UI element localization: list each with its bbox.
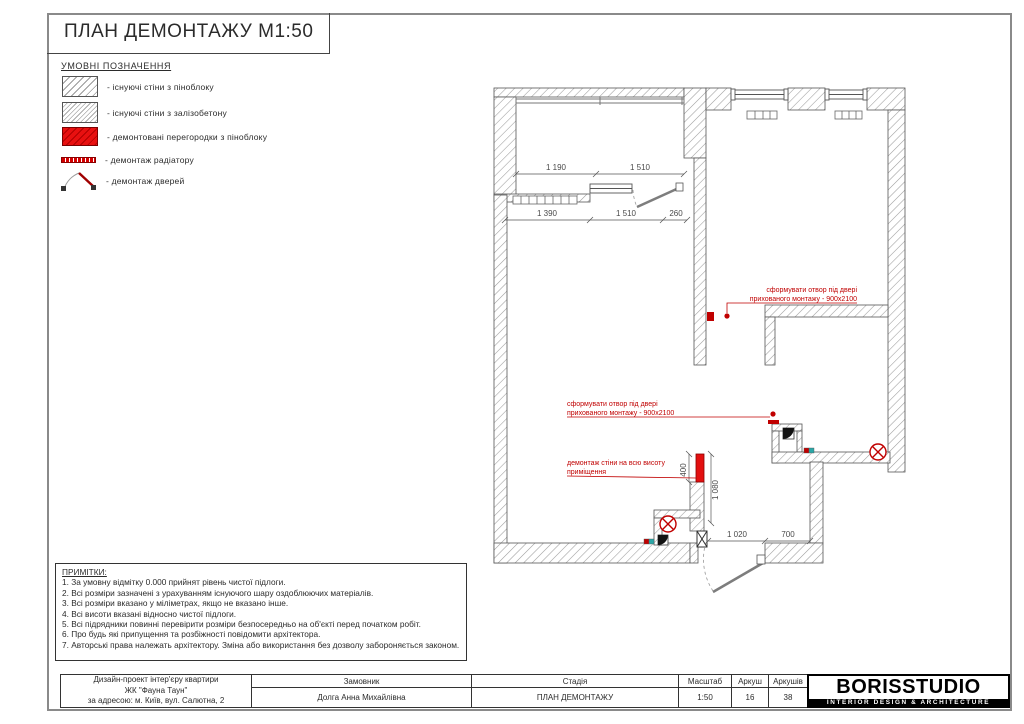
door-jamb-symbol	[697, 531, 707, 547]
dim-1190: 1 190	[545, 163, 567, 172]
annotation-text: демонтаж стіни на всю висоту	[567, 460, 665, 467]
legend-item-label: - демонтаж дверей	[106, 176, 185, 186]
annotation-wall-demolition	[567, 459, 696, 478]
customer-value: Долга Анна Михайлівна	[317, 693, 406, 702]
project-line: ЖК "Фауна Таун"	[124, 685, 188, 695]
logo-tagline: INTERIOR DESIGN & ARCHITECTURE	[809, 699, 1008, 706]
dim-260: 260	[669, 209, 683, 218]
annotation-text: прихованого монтажу - 900х2100	[567, 410, 675, 417]
annotation-text: сформувати отвор під двері	[567, 401, 658, 408]
sheet-value: 16	[745, 693, 755, 702]
stage-value: ПЛАН ДЕМОНТАЖУ	[536, 693, 614, 702]
note-line: 3. Всі розміри вказано у міліметрах, якщо не вказано інше.	[62, 598, 289, 609]
scale-label: Масштаб	[679, 675, 731, 688]
balcony-glazing	[516, 97, 684, 105]
title-block-customer	[251, 675, 471, 707]
legend-item-label: - існуючі стіни з залізобетону	[107, 107, 227, 118]
dimension-labels	[537, 163, 795, 539]
page-title: ПЛАН ДЕМОНТАЖУ М1:50	[64, 21, 314, 42]
note-line: 4. Всі висоти вказані відносно чистої підлоги.	[62, 608, 237, 619]
project-line: Дизайн-проект інтер'єру квартири	[93, 675, 219, 685]
walls-existing	[494, 88, 905, 563]
annotation-text: приміщення	[567, 469, 607, 476]
dim-400: 400	[679, 463, 688, 477]
stage-label: Стадія	[472, 675, 678, 688]
notes-heading: ПРИМІТКИ:	[62, 567, 107, 577]
title-block-stage	[471, 675, 678, 707]
annotation-text: сформувати отвор під двері	[766, 287, 857, 294]
borisstudio-logo	[807, 674, 1010, 708]
project-line: за адресою: м. Київ, вул. Салютна, 2	[87, 696, 225, 706]
legend-item-label: - демонтаж радіатору	[105, 155, 194, 165]
title-block-sheet	[731, 675, 768, 707]
legend-heading: УМОВНІ ПОЗНАЧЕННЯ	[61, 61, 172, 71]
annotation-text: прихованого монтажу - 900х2100	[749, 296, 857, 303]
dim-1390: 1 390	[536, 209, 558, 218]
dim-1020: 1 020	[726, 530, 748, 539]
sheet-label: Аркуш	[732, 675, 768, 688]
note-line: 6. Про будь які припущення та розбіжності повідомити архітектора.	[62, 629, 321, 640]
dim-1510-top: 1 510	[629, 163, 651, 172]
annotation-door-opening-2	[567, 400, 770, 417]
note-line: 2. Всі розміри зазначені з урахуванням існуючого шару оздоблюючих матеріалів.	[62, 587, 374, 598]
title-block	[60, 674, 1008, 708]
legend-item-label: - демонтовані перегородки з піноблоку	[107, 131, 268, 142]
demolished-wall-segment	[696, 454, 704, 482]
customer-label: Замовник	[252, 675, 471, 688]
title-block-logo	[807, 675, 1009, 707]
note-line: 5. Всі підрядники повинні перевірити розміри безпосередньо на об'єкті перед початком робіт.	[62, 619, 421, 630]
note-line: 7. Авторські права належать архітектору. Зміна або використання без дозволу забороняється законом.	[62, 639, 460, 650]
title-block-project	[61, 675, 251, 707]
title-block-sheets	[768, 675, 807, 707]
dim-1080: 1 080	[711, 479, 720, 501]
note-line: 1. За умовну відмітку 0.000 прийнят рівень чистої підлоги.	[62, 577, 286, 588]
title-block-scale	[678, 675, 731, 707]
sheets-label: Аркушів	[769, 675, 807, 688]
scale-value: 1:50	[697, 693, 713, 702]
logo-name: BORISSTUDIO	[836, 676, 981, 698]
sheets-value: 38	[783, 693, 793, 702]
dim-1510-mid: 1 510	[615, 209, 637, 218]
legend-item-label: - існуючі стіни з піноблоку	[107, 81, 214, 92]
dim-700: 700	[781, 530, 795, 539]
